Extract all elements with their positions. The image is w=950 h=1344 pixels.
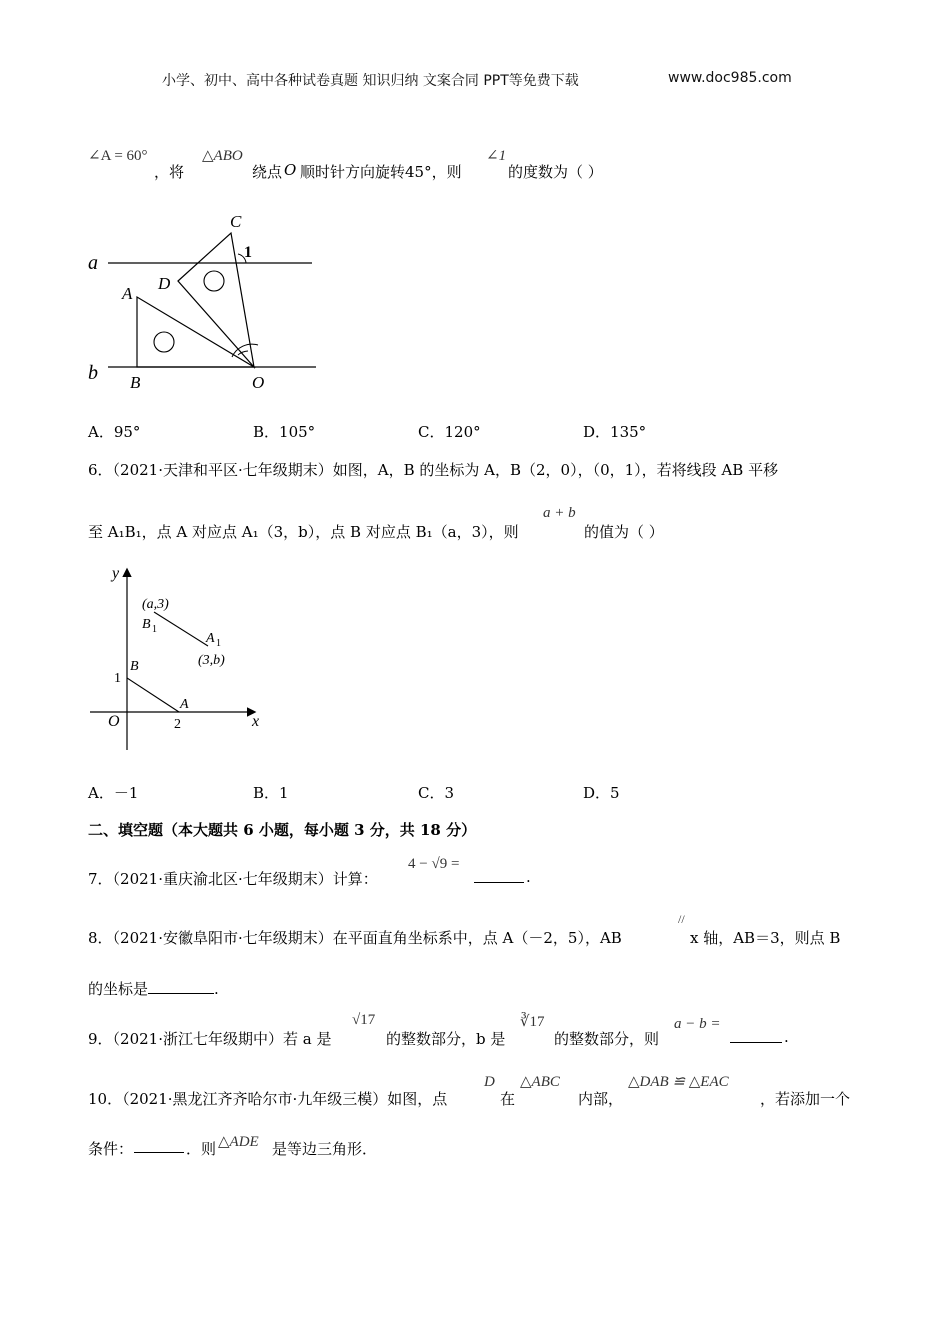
q6-option-a: A．－1 xyxy=(88,784,139,802)
q6-line2: 至 A₁B₁，点 A 对应点 A₁（3，b），点 B 对应点 B₁（a，3），则 a + b 的值为（ ） xyxy=(88,505,664,541)
label-B: B xyxy=(130,659,139,674)
q10-line2: 条件： ．则 △ADE 是等边三角形． xyxy=(88,1134,378,1158)
label-C: C xyxy=(230,212,242,231)
q10-point-d: D xyxy=(484,1074,495,1090)
q6-line1: 6．（2021·天津和平区·七年级期末）如图，A，B 的坐标为 A，B（2，0），（0，1），若将线段 AB 平移 xyxy=(88,461,779,479)
label-A1: A xyxy=(206,631,215,646)
q5-stem: ∠A = 60° ，将 △ABO 绕点 O 顺时针方向旋转45°，则 ∠1 的度数为（ ） xyxy=(88,148,603,181)
label-a: a xyxy=(88,252,98,274)
label-y: y xyxy=(112,565,120,582)
label-A1-coord: (3,b) xyxy=(198,653,225,668)
q5-angle-a: ∠A = 60° xyxy=(88,148,148,164)
q5-point-o: O xyxy=(284,161,297,179)
q6-option-b: B．1 xyxy=(253,784,289,802)
q6-option-d: D．5 xyxy=(583,784,620,802)
q10-triangle-ade: △ADE xyxy=(218,1134,259,1150)
label-B1-coord: (a,3) xyxy=(142,597,169,612)
q10-blank[interactable] xyxy=(134,1138,184,1153)
triangle-abo xyxy=(137,297,254,367)
q6-expr: a + b xyxy=(543,505,576,521)
segment-ab xyxy=(127,678,179,712)
header-text: 小学、初中、高中各种试卷真题 知识归纳 文案合同 PPT等免费下载 xyxy=(162,73,579,89)
label-B1: B xyxy=(142,617,151,632)
q5-figure xyxy=(80,205,330,405)
header-banner xyxy=(162,70,579,90)
q8-line1: 8．（2021·安徽阜阳市·七年级期末）在平面直角坐标系中，点 A（－2，5），AB // x 轴，AB＝3，则点 B xyxy=(88,912,841,947)
q5-option-c: C．120° xyxy=(418,423,481,441)
q5-option-b: B．105° xyxy=(253,423,316,441)
q9-cbrt17: ∛17 xyxy=(520,1014,545,1030)
label-one: 1 xyxy=(114,671,121,686)
label-x: x xyxy=(252,713,260,730)
section-title: 二、填空题（本大题共 6 小题，每小题 3 分，共 18 分） xyxy=(88,821,477,839)
label-A1-sub: 1 xyxy=(216,638,221,649)
q8-blank[interactable] xyxy=(148,979,214,994)
q10-triangle: △ABC xyxy=(520,1074,560,1090)
circle-mark-lower xyxy=(154,332,174,352)
circle-mark-upper xyxy=(204,271,224,291)
label-D: D xyxy=(158,274,171,293)
q10-congruence: △DAB ≌ △EAC xyxy=(628,1074,729,1090)
q7-expr: 4 − √9 = xyxy=(408,856,460,872)
q6-figure xyxy=(80,560,280,760)
label-A: A xyxy=(180,697,189,712)
segment-a1b1 xyxy=(154,612,208,646)
triangle-dco xyxy=(178,233,254,367)
q9-sqrt17: √17 xyxy=(352,1012,376,1028)
q9-blank[interactable] xyxy=(730,1028,782,1043)
label-B: B xyxy=(130,373,141,392)
q10-line1: 10．（2021·黑龙江齐齐哈尔市·九年级三模）如图，点 D 在 △ABC 内部， △DAB ≌ △EAC ，若添加一个 xyxy=(88,1074,851,1108)
q8-line2: 的坐标是 . xyxy=(88,980,219,998)
q9: 9．（2021·浙江七年级期中）若 a 是 √17 的整数部分，b 是 ∛17 的整数部分，则 a − b = . xyxy=(88,1012,789,1048)
q7-blank[interactable] xyxy=(474,868,524,883)
label-b: b xyxy=(88,362,98,384)
label-O: O xyxy=(252,373,265,392)
header-url[interactable]: www.doc985.com xyxy=(668,70,792,86)
q6-option-c: C．3 xyxy=(418,784,455,802)
label-two: 2 xyxy=(174,717,181,732)
label-A: A xyxy=(122,284,133,303)
q8-parallel: // xyxy=(678,912,685,926)
q9-expr: a − b = xyxy=(674,1016,721,1032)
label-B1-sub: 1 xyxy=(152,624,157,635)
label-1: 1 xyxy=(244,244,252,261)
q5-option-d: D．135° xyxy=(583,423,647,441)
q5-option-a: A．95° xyxy=(88,423,141,441)
q7: 7．（2021·重庆渝北区·七年级期末）计算： 4 − √9 = . xyxy=(88,856,531,888)
q5-triangle: △ABO xyxy=(202,148,243,164)
q5-angle1: ∠1 xyxy=(486,148,507,164)
label-origin: O xyxy=(108,713,120,730)
